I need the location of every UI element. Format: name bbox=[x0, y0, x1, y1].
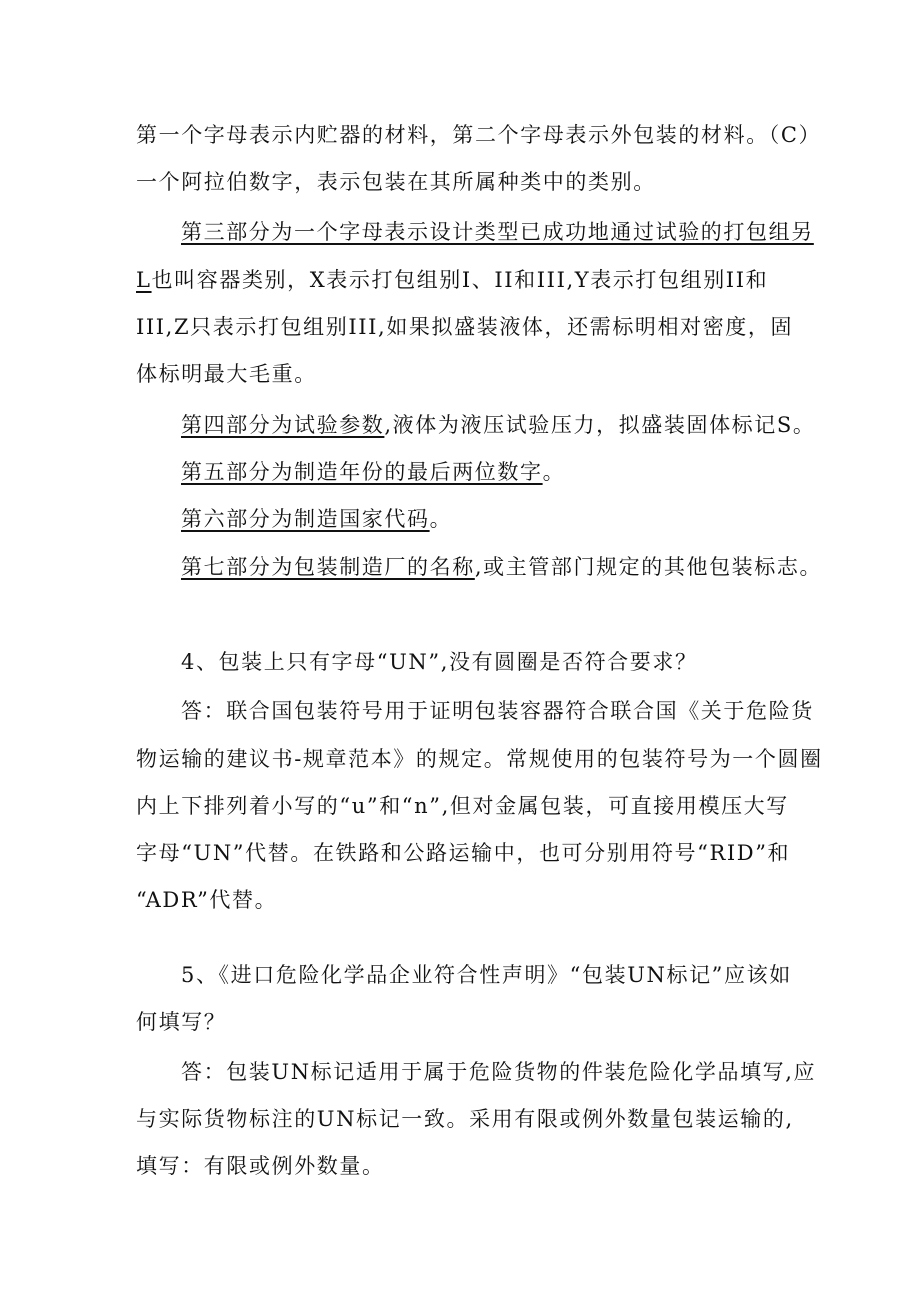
line-text: “ADR”代替。 bbox=[136, 888, 278, 912]
paragraph-line bbox=[136, 168, 796, 196]
underlined-text: 第四部分为试验参数 bbox=[181, 413, 385, 437]
line-text: 内上下排列着小写的“u”和“n”,但对金属包装，可直接用模压大写 bbox=[136, 794, 789, 818]
paragraph-line bbox=[136, 792, 796, 820]
line-text: ,液体为液压试验压力，拟盛装固体标记S。 bbox=[384, 413, 816, 437]
underlined-text: 第六部分为制造国家代码 bbox=[181, 507, 430, 531]
paragraph-line bbox=[136, 266, 796, 294]
line-text: 4、包装上只有字母“UN”,没有圆圈是否符合要求？ bbox=[181, 650, 698, 674]
paragraph-line bbox=[136, 1105, 796, 1133]
line-text: 。 bbox=[542, 460, 566, 484]
line-text: 体标明最大毛重。 bbox=[136, 362, 317, 386]
paragraph-line bbox=[181, 553, 823, 581]
paragraph-line bbox=[181, 1058, 817, 1086]
line-text: 字母“UN”代替。在铁路和公路运输中，也可分别用符号“RID”和 bbox=[136, 841, 791, 865]
paragraph-line bbox=[136, 313, 796, 341]
line-text: 物运输的建议书-规章范本》的规定。常规使用的包装符号为一个圆圈 bbox=[136, 747, 823, 771]
paragraph-line bbox=[181, 458, 801, 486]
question-heading bbox=[181, 648, 801, 676]
question-heading bbox=[181, 961, 801, 989]
line-text: 填写：有限或例外数量。 bbox=[136, 1154, 385, 1178]
underlined-text: 第五部分为制造年份的最后两位数字 bbox=[181, 460, 543, 484]
line-text: 第一个字母表示内贮器的材料，第二个字母表示外包装的材料。（C） bbox=[136, 123, 822, 147]
line-text: 与实际货物标注的UN标记一致。采用有限或例外数量包装运输的, bbox=[136, 1107, 794, 1131]
paragraph-line bbox=[136, 1152, 796, 1180]
underlined-text: 第七部分为包装制造厂的名称 bbox=[181, 555, 475, 579]
paragraph-line bbox=[136, 1008, 796, 1036]
line-text: 答：联合国包装符号用于证明包装容器符合联合国《关于危险货 bbox=[181, 699, 814, 723]
line-text: III,Z只表示打包组别III,如果拟盛装液体，还需标明相对密度，固 bbox=[136, 315, 794, 339]
paragraph-line bbox=[181, 697, 814, 725]
line-text: ,或主管部门规定的其他包装标志。 bbox=[474, 555, 823, 579]
paragraph-line bbox=[136, 839, 796, 867]
paragraph-line bbox=[136, 745, 823, 773]
paragraph-line bbox=[136, 360, 796, 388]
line-text: 答：包装UN标记适用于属于危险货物的件装危险化学品填写,应 bbox=[181, 1060, 817, 1084]
line-text: 5、《进口危险化学品企业符合性声明》“包装UN标记”应该如 bbox=[181, 963, 792, 987]
paragraph-line bbox=[181, 218, 814, 246]
paragraph-line bbox=[181, 505, 801, 533]
paragraph-line bbox=[136, 121, 822, 149]
line-text: 何填写？ bbox=[136, 1010, 227, 1034]
line-text: 一个阿拉伯数字，表示包装在其所属种类中的类别。 bbox=[136, 170, 656, 194]
paragraph-line bbox=[136, 886, 796, 914]
underlined-text: L bbox=[136, 268, 152, 292]
line-text: 也叫容器类别，X表示打包组别I、II和III,Y表示打包组别II和 bbox=[151, 268, 769, 292]
underlined-text: 第三部分为一个字母表示设计类型已成功地通过试验的打包组另 bbox=[181, 220, 814, 244]
line-text: 。 bbox=[429, 507, 453, 531]
paragraph-line bbox=[181, 411, 816, 439]
